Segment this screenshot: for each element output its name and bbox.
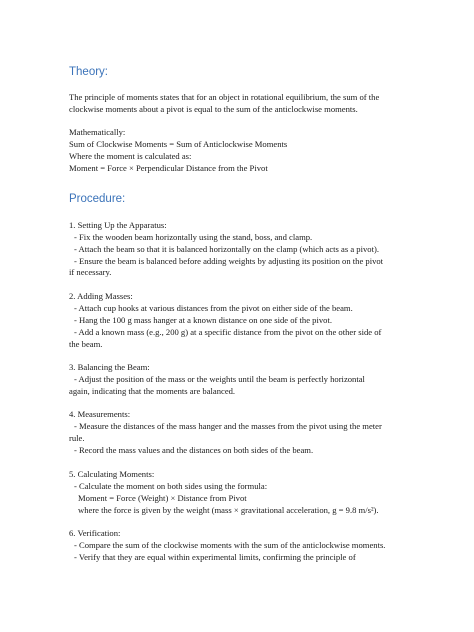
- step-bullet: - Hang the 100 g mass hanger at a known distance on one side of the pivot.: [74, 315, 332, 325]
- step-bullet-continued: if necessary.: [69, 267, 112, 277]
- step-bullet: - Attach cup hooks at various distances from the pivot on either side of the beam.: [74, 303, 353, 313]
- step-bullet: - Verify that they are equal within experimental limits, confirming the principle of: [74, 552, 356, 562]
- theory-heading: Theory:: [69, 66, 108, 78]
- procedure-heading: Procedure:: [69, 193, 126, 205]
- step-bullet: - Measure the distances of the mass hanger and the masses from the pivot using the meter: [74, 421, 382, 431]
- step-title: 5. Calculating Moments:: [69, 469, 155, 479]
- math-equation: Sum of Clockwise Moments = Sum of Anticlockwise Moments: [69, 139, 288, 149]
- step-bullet: - Adjust the position of the mass or the weights until the beam is perfectly horizontal: [74, 374, 365, 384]
- math-label: Mathematically:: [69, 127, 126, 137]
- theory-text-line: The principle of moments states that for an object in rotational equilibrium, the sum of the: [69, 92, 380, 102]
- math-formula: Moment = Force × Perpendicular Distance from the Pivot: [69, 163, 268, 173]
- step-bullet-continued: again, indicating that the moments are balanced.: [69, 386, 236, 396]
- step-bullet: - Calculate the moment on both sides using the formula:: [74, 481, 268, 491]
- step-bullet: - Ensure the beam is balanced before adding weights by adjusting its position on the pivot: [74, 256, 384, 266]
- step-bullet: - Compare the sum of the clockwise moments with the sum of the anticlockwise moments.: [74, 540, 386, 550]
- step-formula: Moment = Force (Weight) × Distance from Pivot: [78, 493, 247, 503]
- step-formula-note: where the force is given by the weight (mass × gravitational acceleration, g = 9.8 m/s²).: [78, 505, 379, 515]
- step-bullet: - Attach the beam so that it is balanced horizontally on the clamp (which acts as a pivot).: [74, 244, 379, 254]
- step-bullet: - Add a known mass (e.g., 200 g) at a specific distance from the pivot on the other side of: [74, 327, 382, 337]
- step-bullet: - Record the mass values and the distances on both sides of the beam.: [74, 445, 314, 455]
- step-title: 1. Setting Up the Apparatus:: [69, 220, 167, 230]
- math-text-line: Where the moment is calculated as:: [69, 151, 192, 161]
- step-title: 6. Verification:: [69, 528, 121, 538]
- step-bullet: - Fix the wooden beam horizontally using the stand, boss, and clamp.: [74, 232, 313, 242]
- step-bullet-continued: the beam.: [69, 339, 103, 349]
- step-bullet-continued: rule.: [69, 433, 85, 443]
- step-title: 2. Adding Masses:: [69, 291, 133, 301]
- step-title: 4. Measurements:: [69, 409, 131, 419]
- theory-text-line: clockwise moments about a pivot is equal to the sum of the anticlockwise moments.: [69, 104, 358, 114]
- step-title: 3. Balancing the Beam:: [69, 362, 150, 372]
